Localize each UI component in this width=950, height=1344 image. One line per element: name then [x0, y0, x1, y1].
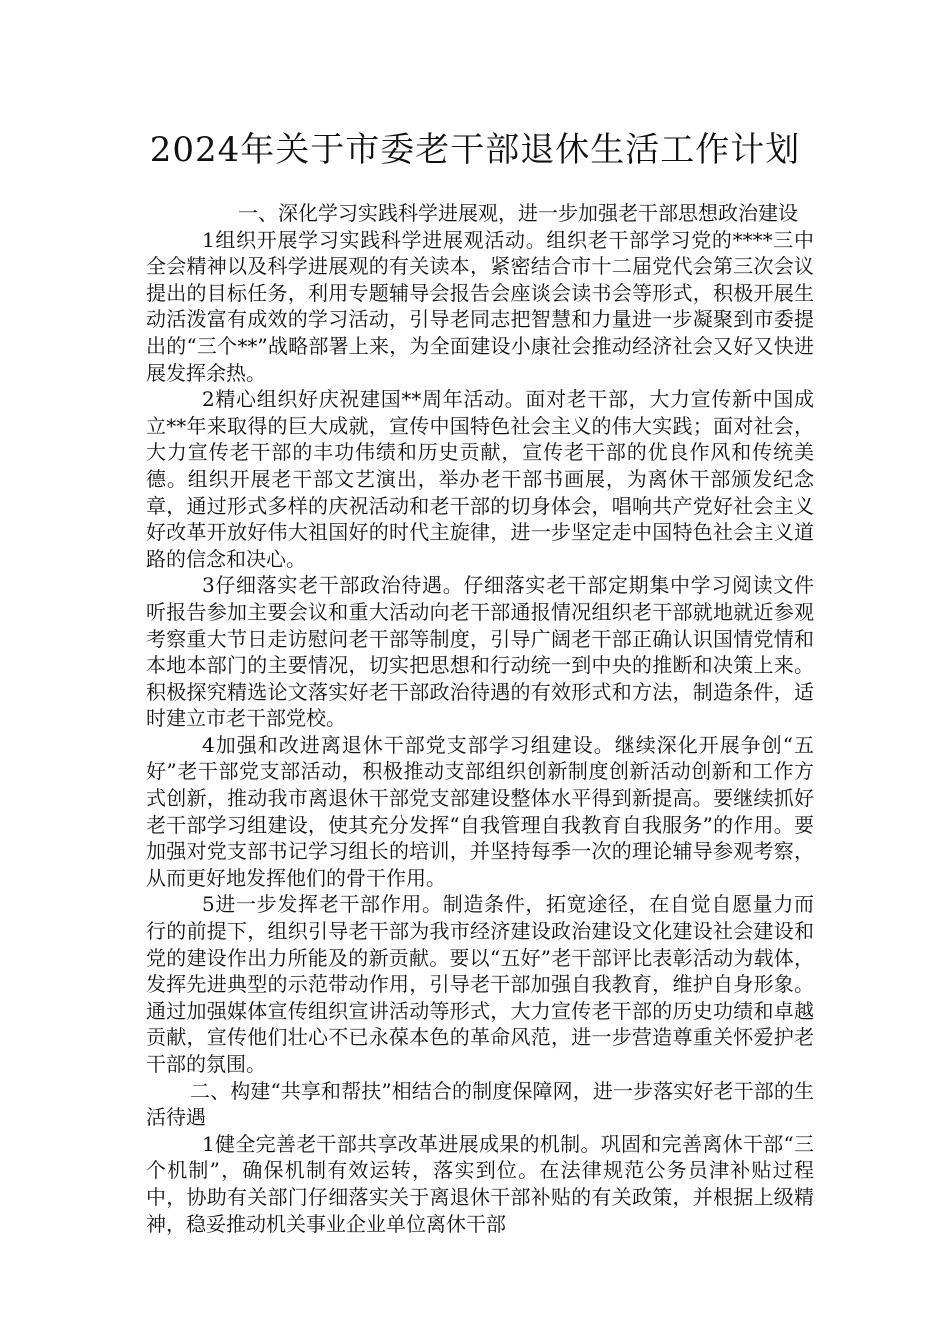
paragraph: 1健全完善老干部共享改革进展成果的机制。巩固和完善离休干部“三个机制”，确保机制有效运转，落实到位。在法律规范公务员津补贴过程中，协助有关部门仔细落实关于离退休干部补贴的有关政策，并根据上级精神，稳妥推动机关事业企业单位离休干部 — [146, 1131, 814, 1236]
section-heading-1: 一、深化学习实践科学进展观，进一步加强老干部思想政治建设 — [238, 201, 798, 225]
section-heading-2: 二、构建“共享和帮扶”相结合的制度保障网，进一步落实好老干部的生活待遇 — [146, 1078, 814, 1130]
paragraph: 5进一步发挥老干部作用。制造条件，拓宽途径，在自觉自愿量力而行的前提下，组织引导老干部为我市经济建设政治建设文化建设社会建设和党的建设作出力所能及的新贡献。要以“五好”老干部评比表彰活动为载体，发挥先进典型的示范带动作用，引导老干部加强自我教育，维护自身形象。通过加强媒体宣传组织宣讲活动等形式，大力宣传老干部的历史功绩和卓越贡献，宣传他们壮心不已永葆本色的革命风范，进一步营造尊重关怀爱护老干部的氛围。 — [146, 892, 814, 1076]
document-body — [146, 200, 814, 1237]
paragraph: 4加强和改进离退休干部党支部学习组建设。继续深化开展争创“五好”老干部党支部活动，积极推动支部组织创新制度创新活动创新和工作方式创新，推动我市离退休干部党支部建设整体水平得到新提高。要继续抓好老干部学习组建设，使其充分发挥“自我管理自我教育自我服务”的作用。要加强对党支部书记学习组长的培训，并坚持每季一次的理论辅导参观考察，从而更好地发挥他们的骨干作用。 — [146, 732, 814, 890]
document-title: 2024年关于市委老干部退休生活工作计划 — [149, 130, 801, 170]
paragraph: 3仔细落实老干部政治待遇。仔细落实老干部定期集中学习阅读文件听报告参加主要会议和重大活动向老干部通报情况组织老干部就地就近参观考察重大节日走访慰问老干部等制度，引导广阔老干部正确认识国情党情和本地本部门的主要情况，切实把思想和行动统一到中央的推断和决策上来。积极探究精选论文落实好老干部政治待遇的有效形式和方法，制造条件，适时建立市老干部党校。 — [146, 573, 814, 731]
paragraph: 2精心组织好庆祝建国**周年活动。面对老干部，大力宣传新中国成立**年来取得的巨大成就，宣传中国特色社会主义的伟大实践；面对社会，大力宣传老干部的丰功伟绩和历史贡献，宣传老干部的优良作风和传统美德。组织开展老干部文艺演出，举办老干部书画展，为离休干部颁发纪念章，通过形式多样的庆祝活动和老干部的切身体会，唱响共产党好社会主义好改革开放好伟大祖国好的时代主旋律，进一步坚定走中国特色社会主义道路的信念和决心。 — [146, 387, 814, 571]
paragraph: 1组织开展学习实践科学进展观活动。组织老干部学习党的****三中全会精神以及科学进展观的有关读本，紧密结合市十二届党代会第三次会议提出的目标任务，利用专题辅导会报告会座谈会读书会等形式，积极开展生动活泼富有成效的学习活动，引导老同志把智慧和力量进一步凝聚到市委提出的“三个**”战略部署上来，为全面建设小康社会推动经济社会又好又快进展发挥余热。 — [146, 227, 814, 385]
